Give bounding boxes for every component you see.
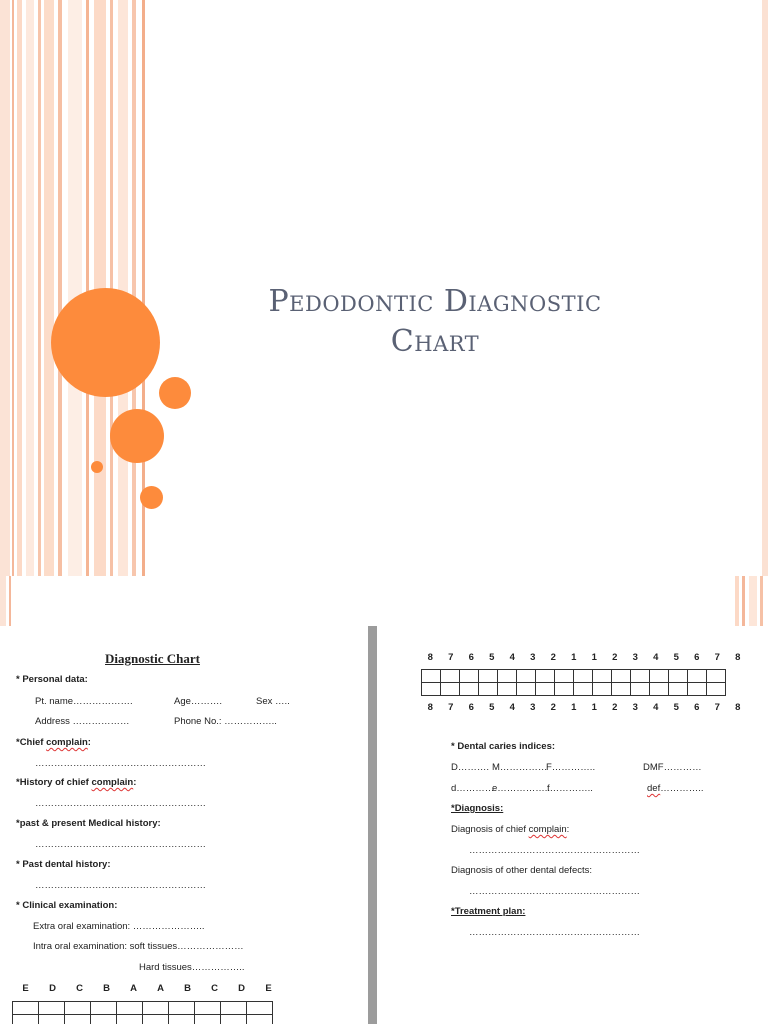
tooth-cell[interactable] [536,683,555,696]
tooth-cell[interactable] [669,683,688,696]
tooth-label: 3 [530,702,536,713]
decorative-stripe [735,576,739,626]
diagnosis-chief-dots: ……………………………………………… [469,845,640,856]
sex-field: Sex ….. [256,696,290,707]
tooth-cell[interactable] [460,683,479,696]
treatment-plan-dots: ……………………………………………… [469,927,640,938]
tooth-label: 8 [427,652,433,663]
tooth-cell[interactable] [555,683,574,696]
tooth-label: 3 [530,652,536,663]
decorative-circle-medium [110,409,164,463]
tooth-cell[interactable] [669,670,688,683]
tooth-cell[interactable] [498,670,517,683]
tooth-label: 2 [550,652,556,663]
decorative-stripe [12,0,14,576]
chart-page-right [377,626,768,1024]
permanent-teeth-grid [421,669,726,696]
tooth-label: 7 [714,652,720,663]
caries-e: e…………….. [492,783,551,794]
tooth-cell[interactable] [460,670,479,683]
tooth-cell[interactable] [707,670,726,683]
tooth-cell[interactable] [593,683,612,696]
tooth-cell[interactable] [536,670,555,683]
decorative-stripe [118,0,128,576]
tooth-label: D [238,983,245,994]
tooth-label: D [49,983,56,994]
decorative-stripe [17,0,22,576]
decorative-stripe [58,0,62,576]
tooth-cell[interactable] [707,683,726,696]
primary-teeth-grid [12,1001,273,1024]
primary-teeth-labels [12,983,282,994]
tooth-label: 8 [735,702,741,713]
decorative-stripe [749,576,757,626]
tooth-label: 4 [653,652,659,663]
tooth-label: 8 [427,702,433,713]
age-field: Age………. [174,696,223,707]
tooth-cell[interactable] [195,1002,221,1015]
tooth-cell[interactable] [13,1015,39,1024]
tooth-label: 6 [468,652,474,663]
medical-history-dots: ……………………………………………… [35,839,206,850]
tooth-cell[interactable] [422,670,441,683]
tooth-cell[interactable] [247,1015,273,1024]
tooth-cell[interactable] [39,1015,65,1024]
tooth-cell[interactable] [65,1015,91,1024]
tooth-label: B [103,983,110,994]
tooth-label: 1 [571,652,577,663]
tooth-label: 6 [468,702,474,713]
slide-title-line2: Chart [390,324,480,359]
caries-f: f………….. [547,783,593,794]
caries-F: F………….. [546,762,596,773]
medical-history-label: *past & present Medical history: [16,818,161,829]
dental-history-label: * Past dental history: [16,859,111,870]
tooth-label: 4 [509,702,515,713]
tooth-cell[interactable] [221,1015,247,1024]
treatment-plan-label: *Treatment plan: [451,906,526,917]
caries-DMF: DMF………… [643,762,702,773]
caries-d: d………… [451,783,495,794]
tooth-cell[interactable] [143,1002,169,1015]
clinical-exam-label: * Clinical examination: [16,900,118,911]
tooth-cell[interactable] [117,1002,143,1015]
tooth-label: 2 [550,702,556,713]
tooth-label: 5 [673,702,679,713]
chart-heading: Diagnostic Chart [105,651,200,666]
slide-title-line1: Pedodontic Diagnostic [268,284,602,319]
tooth-cell[interactable] [593,670,612,683]
intra-oral-field: Intra oral examination: soft tissues………………… [33,941,244,952]
tooth-cell[interactable] [65,1002,91,1015]
tooth-cell[interactable] [169,1002,195,1015]
tooth-cell[interactable] [498,683,517,696]
history-label: *History of chief complain: [16,777,137,788]
tooth-cell[interactable] [39,1002,65,1015]
tooth-cell[interactable] [517,683,536,696]
tooth-label: 2 [612,702,618,713]
tooth-label: 6 [694,702,700,713]
permanent-teeth-labels-top [420,652,748,663]
address-field: Address ……………… [35,716,130,727]
decorative-stripe [9,576,11,626]
tooth-label: 4 [509,652,515,663]
tooth-label: 5 [489,652,495,663]
tooth-label: 7 [448,702,454,713]
slide-title [215,282,655,362]
tooth-cell[interactable] [247,1002,273,1015]
tooth-cell[interactable] [612,670,631,683]
tooth-label: 2 [612,652,618,663]
decorative-circle-small [140,486,163,509]
tooth-grid-row [13,1002,273,1015]
tooth-cell[interactable] [631,670,650,683]
tooth-grid-row [422,670,726,683]
tooth-cell[interactable] [631,683,650,696]
tooth-cell[interactable] [91,1002,117,1015]
hard-tissues-field: Hard tissues…………….. [139,962,245,973]
tooth-label: 5 [489,702,495,713]
chart-slide [0,576,768,1024]
caries-D: D………. [451,762,489,773]
tooth-label: 7 [714,702,720,713]
decorative-circle-tiny [91,461,103,473]
pt-name-field: Pt. name………………. [35,696,133,707]
tooth-cell[interactable] [117,1015,143,1024]
decorative-stripe [68,0,82,576]
chief-complain-dots: ……………………………………………… [35,758,206,769]
tooth-label: E [265,983,272,994]
tooth-cell[interactable] [688,683,707,696]
phone-field: Phone No.: …………….. [174,716,277,727]
tooth-cell[interactable] [574,670,593,683]
decorative-stripe [26,0,34,576]
tooth-label: 5 [673,652,679,663]
decorative-stripe [742,576,745,626]
tooth-grid-row [13,1015,273,1024]
tooth-cell[interactable] [422,683,441,696]
tooth-label: 6 [694,652,700,663]
tooth-cell[interactable] [195,1015,221,1024]
personal-data-label: * Personal data: [16,674,88,685]
tooth-cell[interactable] [650,683,669,696]
chart-page-left [8,626,368,1024]
decorative-circle-small [159,377,191,409]
decorative-stripe [86,0,89,576]
caries-M: M…………… [492,762,548,773]
tooth-cell[interactable] [13,1002,39,1015]
diagnosis-other-dots: ……………………………………………… [469,886,640,897]
decorative-stripe [0,0,10,576]
decorative-stripe [38,0,41,576]
tooth-label: 3 [632,702,638,713]
tooth-label: C [211,983,218,994]
tooth-cell[interactable] [221,1002,247,1015]
diagnosis-other-label: Diagnosis of other dental defects: [451,865,593,876]
page-gutter [368,626,377,1024]
tooth-cell[interactable] [169,1015,195,1024]
tooth-cell[interactable] [688,670,707,683]
tooth-cell[interactable] [612,683,631,696]
history-dots: ……………………………………………… [35,798,206,809]
tooth-label: 3 [632,652,638,663]
tooth-cell[interactable] [574,683,593,696]
tooth-label: C [76,983,83,994]
tooth-label: A [130,983,137,994]
tooth-label: A [157,983,164,994]
dental-history-dots: ……………………………………………… [35,880,206,891]
tooth-grid-row [422,683,726,696]
tooth-label: 1 [591,652,597,663]
tooth-label: 7 [448,652,454,663]
caries-def: def………….. [647,783,704,794]
extra-oral-field: Extra oral examination: ………………….. [33,921,205,932]
decorative-circle-large [51,288,160,397]
tooth-label: B [184,983,191,994]
decorative-stripe [44,0,54,576]
tooth-label: 1 [571,702,577,713]
tooth-cell[interactable] [143,1015,169,1024]
tooth-cell[interactable] [650,670,669,683]
decorative-stripe [760,576,763,626]
tooth-cell[interactable] [479,683,498,696]
caries-indices-label: * Dental caries indices: [451,741,556,752]
decorative-stripe [762,0,768,576]
tooth-cell[interactable] [555,670,574,683]
permanent-teeth-labels-bottom [420,702,748,713]
tooth-label: 4 [653,702,659,713]
tooth-cell[interactable] [91,1015,117,1024]
tooth-cell[interactable] [441,683,460,696]
tooth-label: 1 [591,702,597,713]
diagnosis-label: *Diagnosis: [451,803,504,814]
decorative-stripe [132,0,136,576]
decorative-stripe [0,576,6,626]
tooth-cell[interactable] [441,670,460,683]
diagnosis-chief-label: Diagnosis of chief complain: [451,824,570,835]
tooth-label: E [22,983,29,994]
tooth-cell[interactable] [517,670,536,683]
chief-complain-label: *Chief complain: [16,737,91,748]
tooth-label: 8 [735,652,741,663]
tooth-cell[interactable] [479,670,498,683]
